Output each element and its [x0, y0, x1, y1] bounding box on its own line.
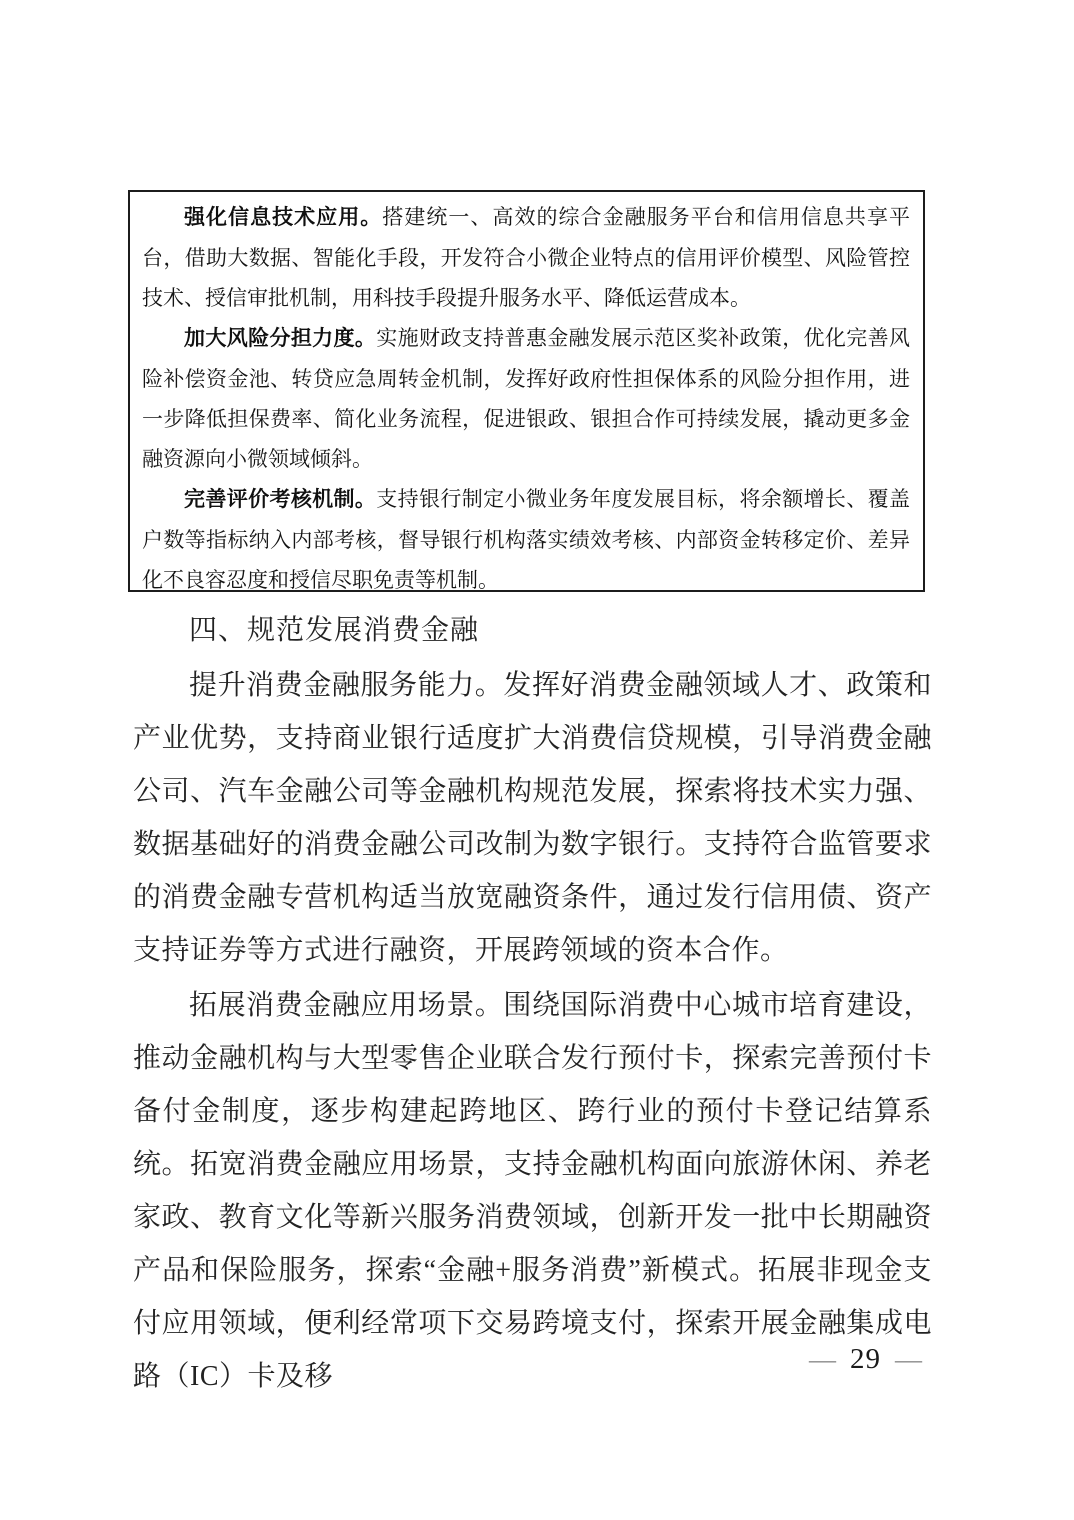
box-paragraph-1-body: 搭建统一、高效的综合金融服务平台和信用信息共享平台，借助大数据、智能化手段，开发符合小微企业特点的信用评价模型、风险管控技术、授信审批机制，用科技手段提升服务水平、降低运营成本。 — [142, 205, 910, 310]
page-number-dash-right: — — [895, 1344, 922, 1374]
box-paragraph-3 — [142, 479, 910, 600]
page-number-value: 29 — [850, 1343, 881, 1375]
box-paragraph-1 — [142, 197, 910, 318]
body-paragraph-1: 提升消费金融服务能力。发挥好消费金融领域人才、政策和产业优势，支持商业银行适度扩大消费信贷规模，引导消费金融公司、汽车金融公司等金融机构规范发展，探索将技术实力强、数据基础好的消费金融公司改制为数字银行。支持符合监管要求的消费金融专营机构适当放宽融资条件，通过发行信用债、资产支持证券等方式进行融资，开展跨领域的资本合作。 — [133, 670, 932, 966]
page-number-dash-left: — — [809, 1344, 836, 1374]
body-paragraph-2: 拓展消费金融应用场景。围绕国际消费中心城市培育建设，推动金融机构与大型零售企业联合发行预付卡，探索完善预付卡备付金制度，逐步构建起跨地区、跨行业的预付卡登记结算系统。拓宽消费金融应用场景，支持金融机构面向旅游休闲、养老家政、教育文化等新兴服务消费领域，创新开发一批中长期融资产品和保险服务，探索“金融+服务消费”新模式。拓展非现金支付应用领域，便利经常项下交易跨境支付，探索开展金融集成电路（IC）卡及移 — [133, 990, 932, 1392]
box-paragraph-2-body: 实施财政支持普惠金融发展示范区奖补政策，优化完善风险补偿资金池、转贷应急周转金机制，发挥好政府性担保体系的风险分担作用，进一步降低担保费率、简化业务流程，促进银政、银担合作可持续发展，撬动更多金融资源向小微领域倾斜。 — [142, 326, 911, 471]
box-paragraph-2 — [142, 318, 910, 479]
box-paragraph-3-lead: 完善评价考核机制。 — [184, 488, 377, 511]
policy-highlight-box — [128, 190, 925, 592]
section-heading: 四、规范发展消费金融 — [189, 615, 480, 646]
page-number — [809, 1343, 922, 1376]
main-text-block — [133, 604, 932, 1403]
box-paragraph-2-lead: 加大风险分担力度。 — [184, 327, 377, 350]
box-paragraph-3-body: 支持银行制定小微业务年度发展目标，将余额增长、覆盖户数等指标纳入内部考核，督导银行机构落实绩效考核、内部资金转移定价、差异化不良容忍度和授信尽职免责等机制。 — [142, 487, 911, 592]
box-paragraph-1-lead: 强化信息技术应用。 — [184, 206, 383, 229]
